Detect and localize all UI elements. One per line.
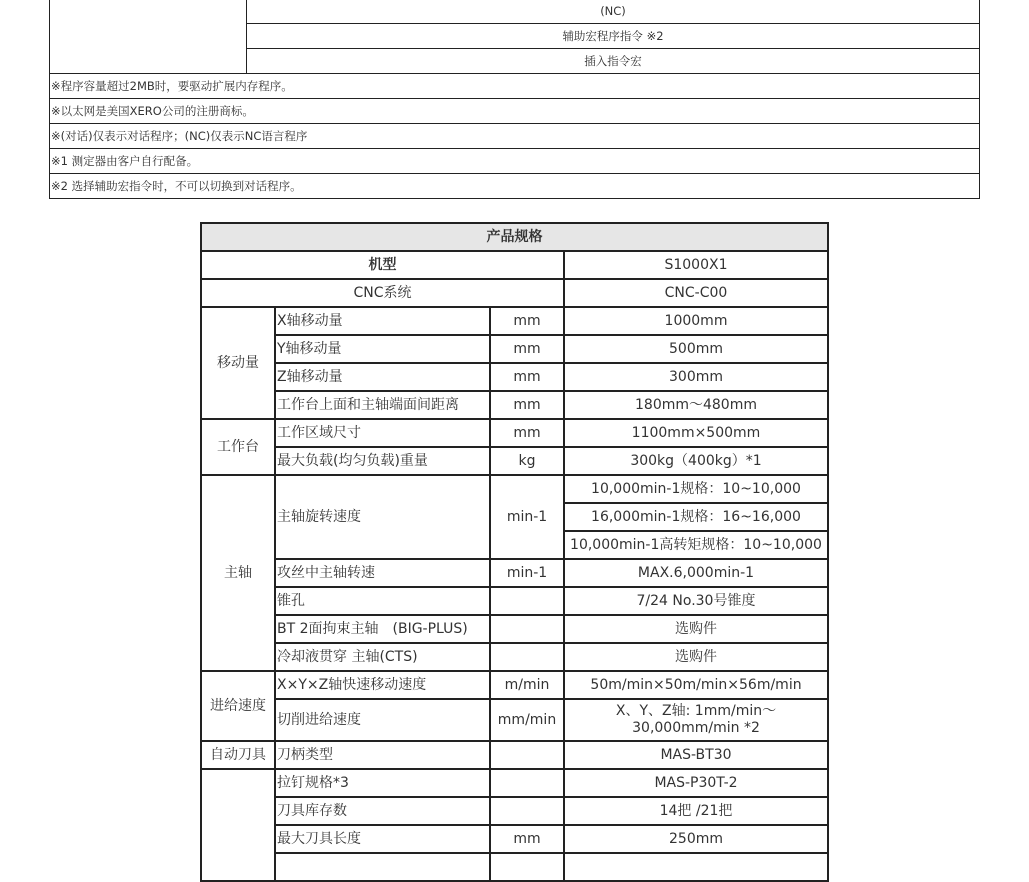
- spec-unit: mm: [490, 307, 564, 335]
- spec-value: 180mm～480mm: [564, 391, 828, 419]
- table-row: [201, 825, 828, 853]
- spec-unit: [490, 741, 564, 769]
- cnc-label: CNC系统: [201, 279, 564, 307]
- spec-value: MAX.6,000min-1: [564, 559, 828, 587]
- spec-item: 工作台上面和主轴端面间距离: [275, 391, 490, 419]
- table-row: [201, 419, 828, 447]
- spec-table: [200, 222, 829, 882]
- note-line: ※程序容量超过2MB时，要驱动扩展内存程序。: [50, 74, 980, 99]
- notes-sub-row: 辅助宏程序指令 ※2: [247, 24, 980, 49]
- spec-value: 14把 /21把: [564, 797, 828, 825]
- table-row: [201, 643, 828, 671]
- table-row: [201, 475, 828, 503]
- table-row: [201, 251, 828, 279]
- spec-item: 最大负载(均匀负载)重量: [275, 447, 490, 475]
- table-row: [201, 223, 828, 251]
- spec-unit: [490, 615, 564, 643]
- spec-unit: min-1: [490, 559, 564, 587]
- table-row: [50, 174, 980, 199]
- spec-unit: mm: [490, 825, 564, 853]
- spec-unit: mm: [490, 363, 564, 391]
- spec-unit: mm: [490, 419, 564, 447]
- group-empty: [201, 769, 275, 881]
- note-line: ※2 选择辅助宏指令时，不可以切换到对话程序。: [50, 174, 980, 199]
- table-row: [201, 797, 828, 825]
- table-row: [201, 671, 828, 699]
- spec-value: 50m/min×50m/min×56m/min: [564, 671, 828, 699]
- spec-value: 10,000min-1规格：10~10,000: [564, 475, 828, 503]
- group-table: 工作台: [201, 419, 275, 475]
- spec-item: 主轴旋转速度: [275, 475, 490, 559]
- spec-item: Z轴移动量: [275, 363, 490, 391]
- spec-value: 300kg（400kg）*1: [564, 447, 828, 475]
- table-row: [50, 0, 980, 24]
- table-row: [201, 279, 828, 307]
- notes-sub-row: 插入指令宏: [247, 49, 980, 74]
- notes-table: [49, 0, 980, 199]
- spec-item: X×Y×Z轴快速移动速度: [275, 671, 490, 699]
- note-line: ※以太网是美国XERO公司的注册商标。: [50, 99, 980, 124]
- spec-item: 拉钉规格*3: [275, 769, 490, 797]
- group-feed: 进给速度: [201, 671, 275, 741]
- spec-item: 刀具库存数: [275, 797, 490, 825]
- table-row: [201, 335, 828, 363]
- group-travel: 移动量: [201, 307, 275, 419]
- table-row: [201, 391, 828, 419]
- table-row: [201, 853, 828, 881]
- spec-unit: [490, 643, 564, 671]
- table-row: [201, 699, 828, 741]
- cnc-value: CNC-C00: [564, 279, 828, 307]
- spec-value: 300mm: [564, 363, 828, 391]
- spec-item: 冷却液贯穿 主轴(CTS): [275, 643, 490, 671]
- table-row: [201, 363, 828, 391]
- spec-item: BT 2面拘束主轴 (BIG-PLUS): [275, 615, 490, 643]
- spec-value: MAS-P30T-2: [564, 769, 828, 797]
- notes-left-cell: [50, 0, 247, 74]
- model-label: 机型: [201, 251, 564, 279]
- spec-item: 刀柄类型: [275, 741, 490, 769]
- spec-value: 10,000min-1高转矩规格：10~10,000: [564, 531, 828, 559]
- spec-unit: mm/min: [490, 699, 564, 741]
- spec-item: Y轴移动量: [275, 335, 490, 363]
- group-spindle: 主轴: [201, 475, 275, 671]
- spec-value: 250mm: [564, 825, 828, 853]
- table-row: [201, 769, 828, 797]
- note-line: ※(对话)仅表示对话程序；(NC)仅表示NC语言程序: [50, 124, 980, 149]
- spec-value: 1100mm×500mm: [564, 419, 828, 447]
- table-row: [50, 124, 980, 149]
- spec-unit: [490, 769, 564, 797]
- note-line: ※1 测定器由客户自行配备。: [50, 149, 980, 174]
- table-row: [50, 99, 980, 124]
- spec-value: X、Y、Z轴: 1mm/min～30,000mm/min *2: [564, 699, 828, 741]
- table-row: [201, 447, 828, 475]
- spec-title: 产品规格: [201, 223, 828, 251]
- spec-item: 切削进给速度: [275, 699, 490, 741]
- table-row: [50, 149, 980, 174]
- table-row: [201, 615, 828, 643]
- spec-value: [564, 853, 828, 881]
- table-row: [201, 741, 828, 769]
- table-row: [201, 587, 828, 615]
- spec-value: 16,000min-1规格：16~16,000: [564, 503, 828, 531]
- spec-item: [275, 853, 490, 881]
- table-row: [50, 74, 980, 99]
- table-row: [201, 559, 828, 587]
- spec-unit: m/min: [490, 671, 564, 699]
- spec-item: 锥孔: [275, 587, 490, 615]
- notes-sub-row: (NC): [247, 0, 980, 24]
- spec-value: 1000mm: [564, 307, 828, 335]
- spec-unit: mm: [490, 391, 564, 419]
- spec-unit: [490, 797, 564, 825]
- spec-unit: kg: [490, 447, 564, 475]
- spec-item: X轴移动量: [275, 307, 490, 335]
- model-value: S1000X1: [564, 251, 828, 279]
- spec-value: MAS-BT30: [564, 741, 828, 769]
- group-atc: 自动刀具: [201, 741, 275, 769]
- spec-item: 工作区域尺寸: [275, 419, 490, 447]
- spec-unit: [490, 853, 564, 881]
- spec-item: 攻丝中主轴转速: [275, 559, 490, 587]
- spec-value: 选购件: [564, 643, 828, 671]
- spec-item: 最大刀具长度: [275, 825, 490, 853]
- spec-value: 7/24 No.30号锥度: [564, 587, 828, 615]
- spec-unit: [490, 587, 564, 615]
- spec-value: 选购件: [564, 615, 828, 643]
- spec-unit: min-1: [490, 475, 564, 559]
- table-row: [201, 307, 828, 335]
- spec-value: 500mm: [564, 335, 828, 363]
- spec-unit: mm: [490, 335, 564, 363]
